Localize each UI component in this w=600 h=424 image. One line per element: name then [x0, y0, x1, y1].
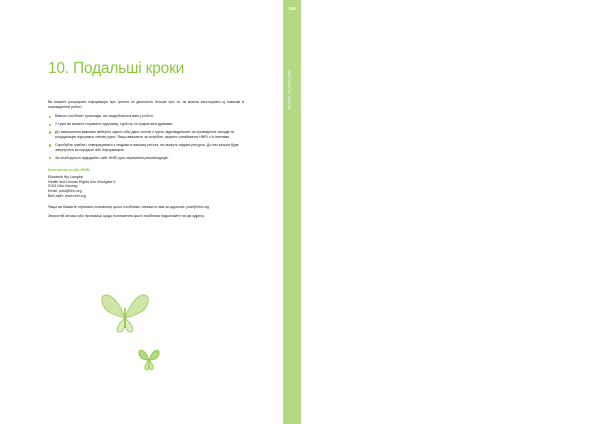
page-title: 10. Подальші кроки [48, 60, 185, 77]
feedback-paragraph: Зворотній зв'язок або пропозиції щодо поліпшення цього посібника надсилайте на цю адресу. [48, 214, 205, 219]
list-item: За необхідності відвідайте сайт HNRI для отримання рекомендацій. [48, 156, 244, 161]
page-number: 155 [288, 6, 296, 11]
chapter-sidebar [283, 0, 301, 424]
contact-address: Health and Human Rights Info Kirkegata 5 [48, 179, 116, 184]
list-item: Вивчіть посібник і приклади, які знадобляться вам у роботі. [48, 114, 244, 119]
butterfly-large-icon [96, 288, 154, 334]
list-item: У групі ви можете отримати підтримку, турботу та поділитися думками. [48, 122, 244, 127]
copy-request-paragraph: Якщо ви бажаєте отримати екземпляр цього посібника, напишіть нам за адресою: post@hhri.org [48, 204, 209, 209]
list-item: До завершення важливо виберіть одного або двох членів з групи, відповідальних за проведення заходів та координацію підтримки членів групи. Якщо вважаєте за потрібне, можете ознайомити HNRI з їх іменами. [48, 130, 244, 140]
main-content [48, 60, 244, 223]
butterfly-small-icon [136, 346, 162, 372]
contact-heading: Контактна особа HNRI [48, 167, 90, 172]
steps-list [48, 114, 244, 160]
list-item: Спробуйте знайти і співпрацювати з людьми в вашому регіоні, які можуть надати ресурси. До них можна буде звернутися за порадою або інформацією. [48, 143, 244, 153]
contact-email: Email: post@hhri.org [48, 189, 82, 194]
contact-city: 0153 Oslo Norway [48, 184, 78, 189]
intro-paragraph: Ви можете розширити інформацію про тренінг та діяльність більше про те, як можна застосувати ці навички в повсякденній роботі. [48, 100, 244, 110]
chapter-label: ЧАСТИНА 01: ТЕОРІЯ [287, 70, 291, 110]
contact-block [48, 175, 244, 199]
contact-name: Elisabeth Hjo Langdal [48, 174, 83, 179]
contact-website: Веб-сайт: www.hhri.org [48, 194, 86, 199]
